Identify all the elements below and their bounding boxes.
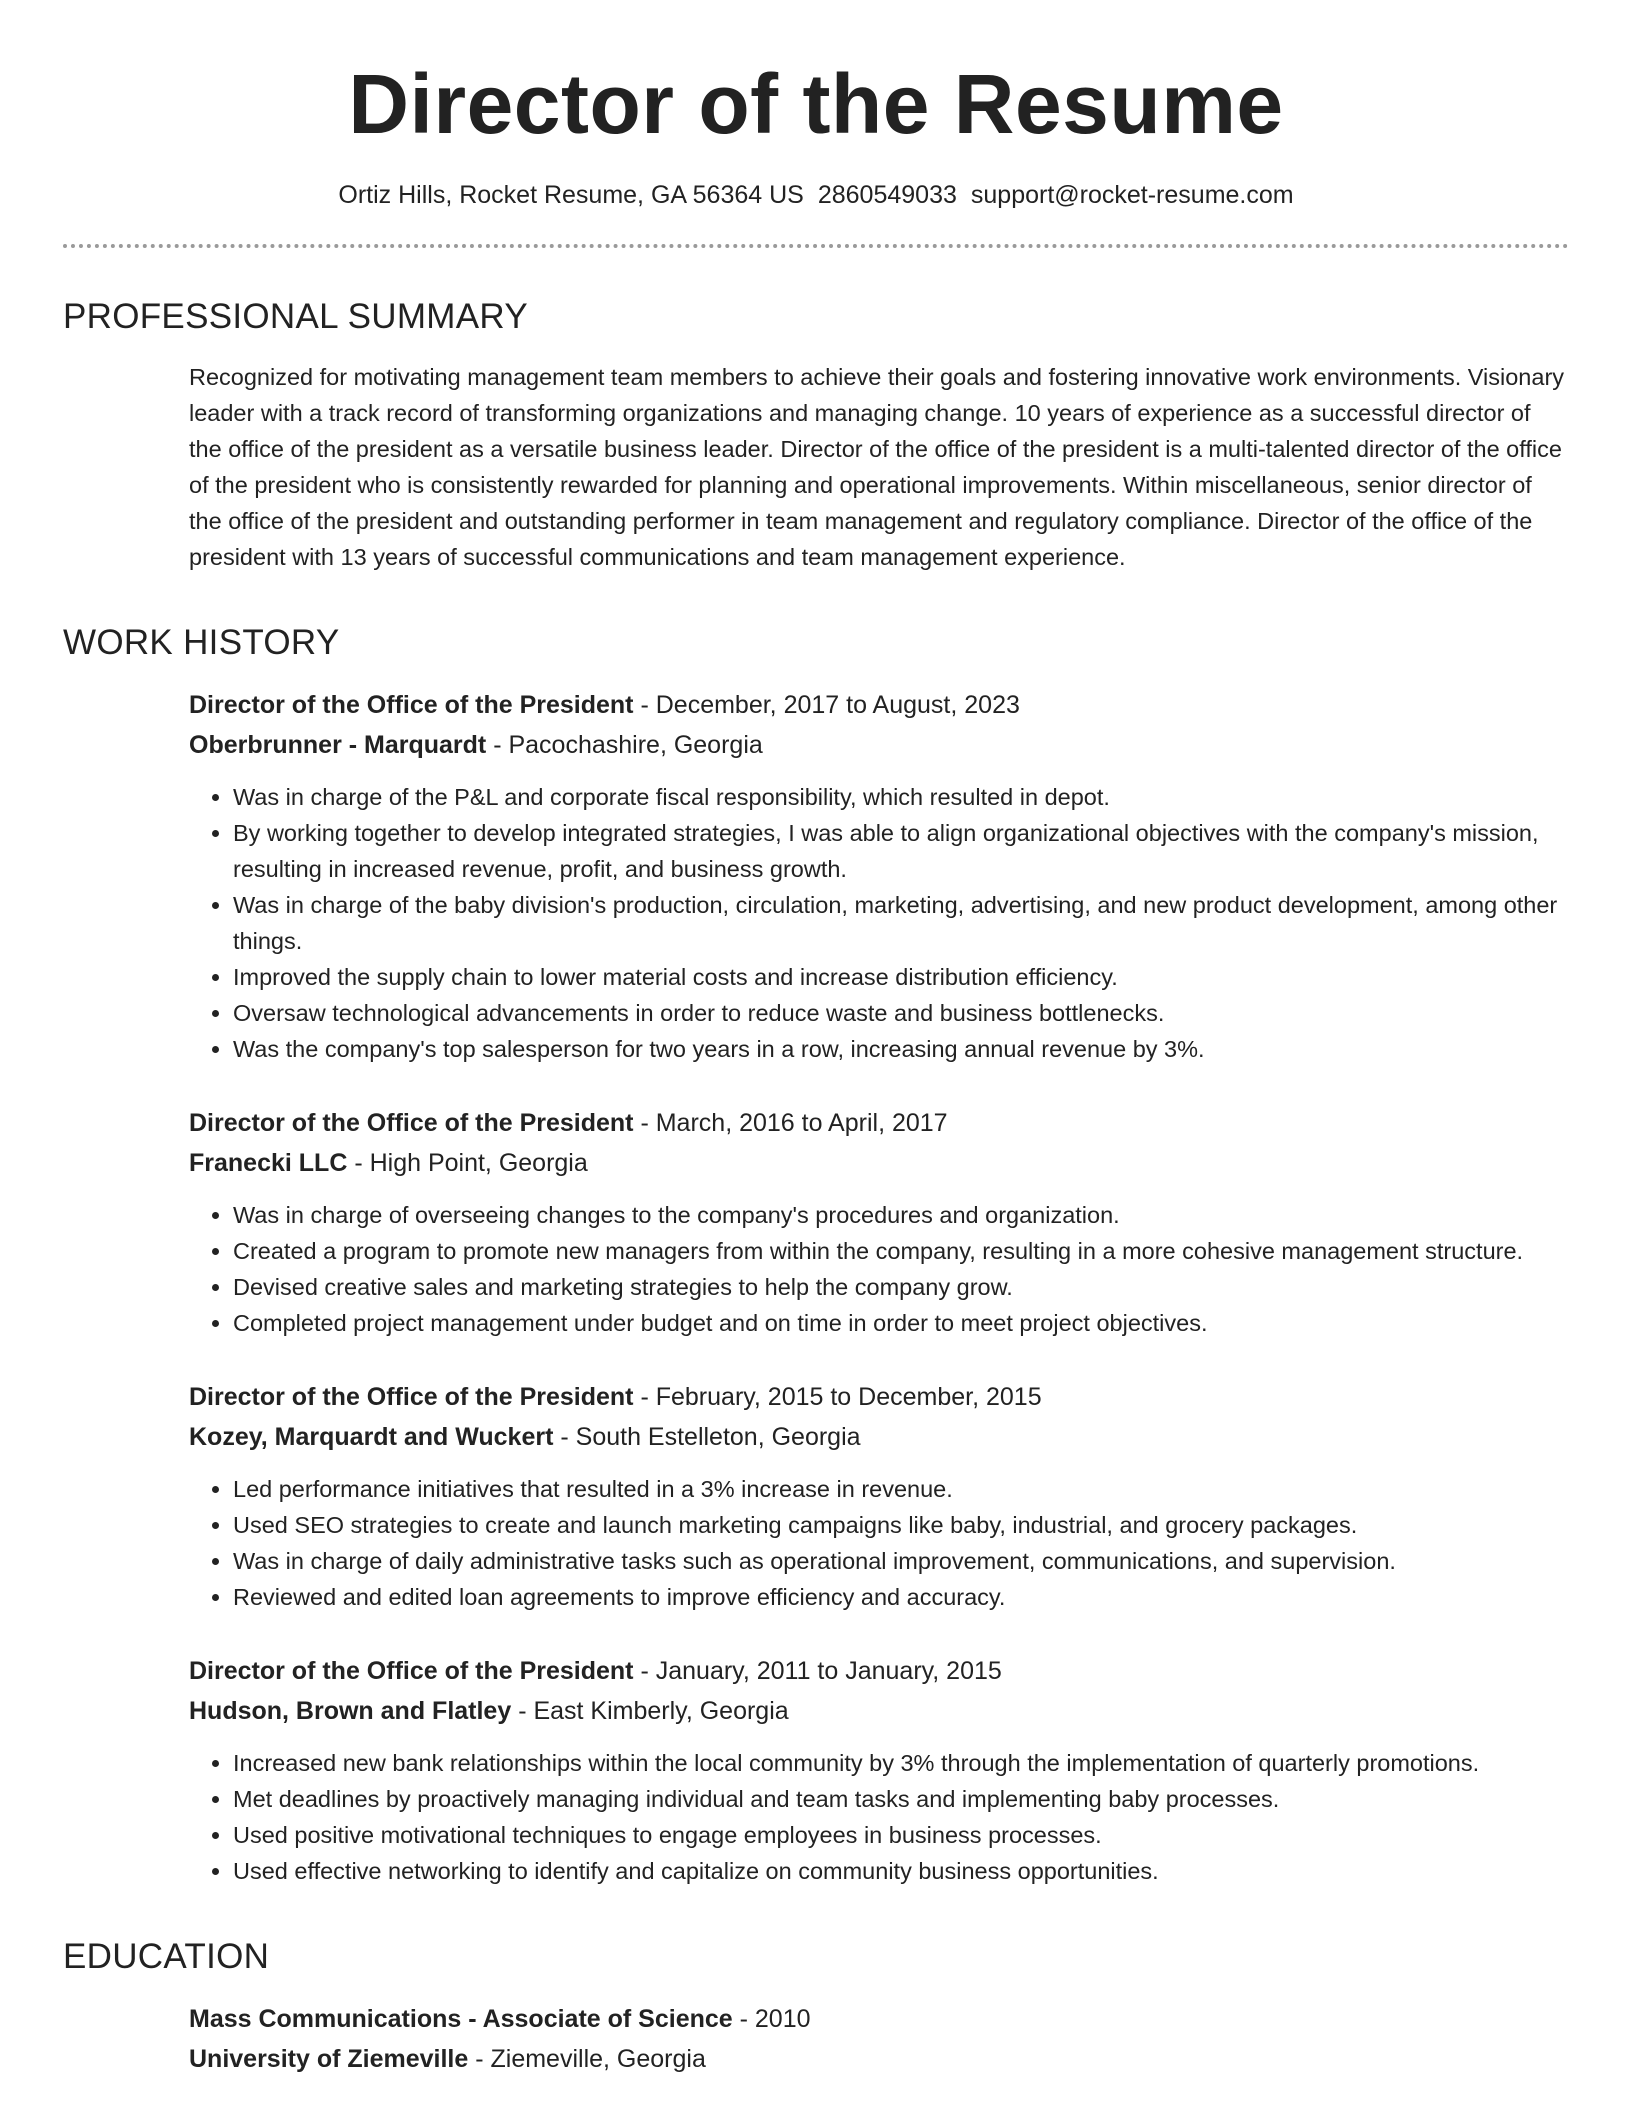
education-school: University of Ziemeville	[189, 2045, 469, 2073]
job-dates: - January, 2011 to January, 2015	[633, 1657, 1002, 1685]
job-role: Director of the Office of the President	[189, 1109, 634, 1137]
job-entry	[189, 1103, 1569, 1341]
job-company: Hudson, Brown and Flatley	[189, 1697, 512, 1725]
contact-email: support@rocket-resume.com	[970, 181, 1294, 209]
job-bullet: • Completed project management under budget and on time in order to meet project objectives.	[233, 1305, 1569, 1341]
job-company: Franecki LLC	[189, 1149, 348, 1177]
job-location: - South Estelleton, Georgia	[553, 1423, 861, 1451]
education-school-line	[189, 2039, 1569, 2079]
job-location: - East Kimberly, Georgia	[511, 1697, 789, 1725]
job-company: Oberbrunner - Marquardt	[189, 731, 487, 759]
job-bullet: • Improved the supply chain to lower material costs and increase distribution efficiency.	[233, 959, 1569, 995]
job-title-line	[189, 1651, 1569, 1691]
education-section	[63, 1935, 1569, 2079]
job-company-line	[189, 1143, 1569, 1183]
resume-header	[63, 0, 1569, 248]
job-bullet: • Used effective networking to identify and capitalize on community business opportunities.	[233, 1853, 1569, 1889]
job-bullet: • By working together to develop integrated strategies, I was able to align organizational objectives with the company's mission, resulting in increased revenue, profit, and business growth.	[233, 815, 1569, 887]
job-company-line	[189, 1417, 1569, 1457]
job-role: Director of the Office of the President	[189, 1657, 634, 1685]
job-role: Director of the Office of the President	[189, 691, 634, 719]
job-company-line	[189, 1691, 1569, 1731]
job-bullet: • Used positive motivational techniques to engage employees in business processes.	[233, 1817, 1569, 1853]
job-dates: - December, 2017 to August, 2023	[633, 691, 1020, 719]
summary-section	[63, 295, 1569, 575]
section-title-summary: PROFESSIONAL SUMMARY	[63, 297, 528, 336]
job-bullet: • Created a program to promote new managers from within the company, resulting in a more cohesive management structure.	[233, 1233, 1569, 1269]
job-title-line	[189, 1377, 1569, 1417]
job-bullet: • Led performance initiatives that resulted in a 3% increase in revenue.	[233, 1471, 1569, 1507]
job-bullet: • Increased new bank relationships within the local community by 3% through the implementation of quarterly promotions.	[233, 1745, 1569, 1781]
job-entry	[189, 1651, 1569, 1889]
job-list	[63, 685, 1569, 1889]
job-entry	[189, 685, 1569, 1067]
work-history-section	[63, 621, 1569, 1889]
education-location: - Ziemeville, Georgia	[468, 2045, 706, 2073]
job-bullet: • Reviewed and edited loan agreements to improve efficiency and accuracy.	[233, 1579, 1569, 1615]
job-dates: - February, 2015 to December, 2015	[633, 1383, 1042, 1411]
job-role: Director of the Office of the President	[189, 1383, 634, 1411]
job-title-line	[189, 685, 1569, 725]
job-entry	[189, 1377, 1569, 1615]
job-company-line	[189, 725, 1569, 765]
contact-line	[63, 178, 1569, 212]
job-title-line	[189, 1103, 1569, 1143]
contact-address: Ortiz Hills, Rocket Resume, GA 56364 US	[338, 181, 804, 209]
summary-text: Recognized for motivating management team members to achieve their goals and fostering innovative work environments. Visionary leader with a track record of transforming organizations and managing change. 10 years of experience as a successful director of the office of the president as a versatile business leader. Director of the office of the president is a multi-talented director of the office of the president who is consistently rewarded for planning and operational improvements. Within miscellaneous, senior director of the office of the president and outstanding performer in team management and regulatory compliance. Director of the office of the president with 13 years of successful communications and team management experience.	[189, 364, 1565, 570]
candidate-name: Director of the Resume	[348, 57, 1284, 151]
education-degree-line	[189, 1999, 1569, 2039]
section-title-work-history: WORK HISTORY	[63, 623, 340, 662]
job-bullet: • Was in charge of daily administrative tasks such as operational improvement, communications, and supervision.	[233, 1543, 1569, 1579]
job-bullet: • Oversaw technological advancements in order to reduce waste and business bottlenecks.	[233, 995, 1569, 1031]
job-bullet: • Used SEO strategies to create and launch marketing campaigns like baby, industrial, and grocery packages.	[233, 1507, 1569, 1543]
job-bullet-list	[189, 779, 1569, 1067]
job-bullet: • Was in charge of the baby division's production, circulation, marketing, advertising, and new product development, among other things.	[233, 887, 1569, 959]
job-bullet-list	[189, 1745, 1569, 1889]
job-company: Kozey, Marquardt and Wuckert	[189, 1423, 554, 1451]
header-divider	[63, 244, 1569, 248]
job-bullet-list	[189, 1471, 1569, 1615]
education-degree: Mass Communications - Associate of Science	[189, 2005, 733, 2033]
job-bullet-list	[189, 1197, 1569, 1341]
job-bullet: • Met deadlines by proactively managing individual and team tasks and implementing baby processes.	[233, 1781, 1569, 1817]
job-bullet: • Was the company's top salesperson for two years in a row, increasing annual revenue by 3%.	[233, 1031, 1569, 1067]
education-year: - 2010	[732, 2005, 811, 2033]
education-entry	[63, 1999, 1569, 2079]
contact-phone: 2860549033	[817, 181, 957, 209]
job-dates: - March, 2016 to April, 2017	[633, 1109, 948, 1137]
job-location: - High Point, Georgia	[347, 1149, 588, 1177]
job-location: - Pacochashire, Georgia	[486, 731, 763, 759]
job-bullet: • Was in charge of the P&L and corporate fiscal responsibility, which resulted in depot.	[233, 779, 1569, 815]
job-bullet: • Devised creative sales and marketing strategies to help the company grow.	[233, 1269, 1569, 1305]
job-bullet: • Was in charge of overseeing changes to the company's procedures and organization.	[233, 1197, 1569, 1233]
section-title-education: EDUCATION	[63, 1937, 270, 1976]
